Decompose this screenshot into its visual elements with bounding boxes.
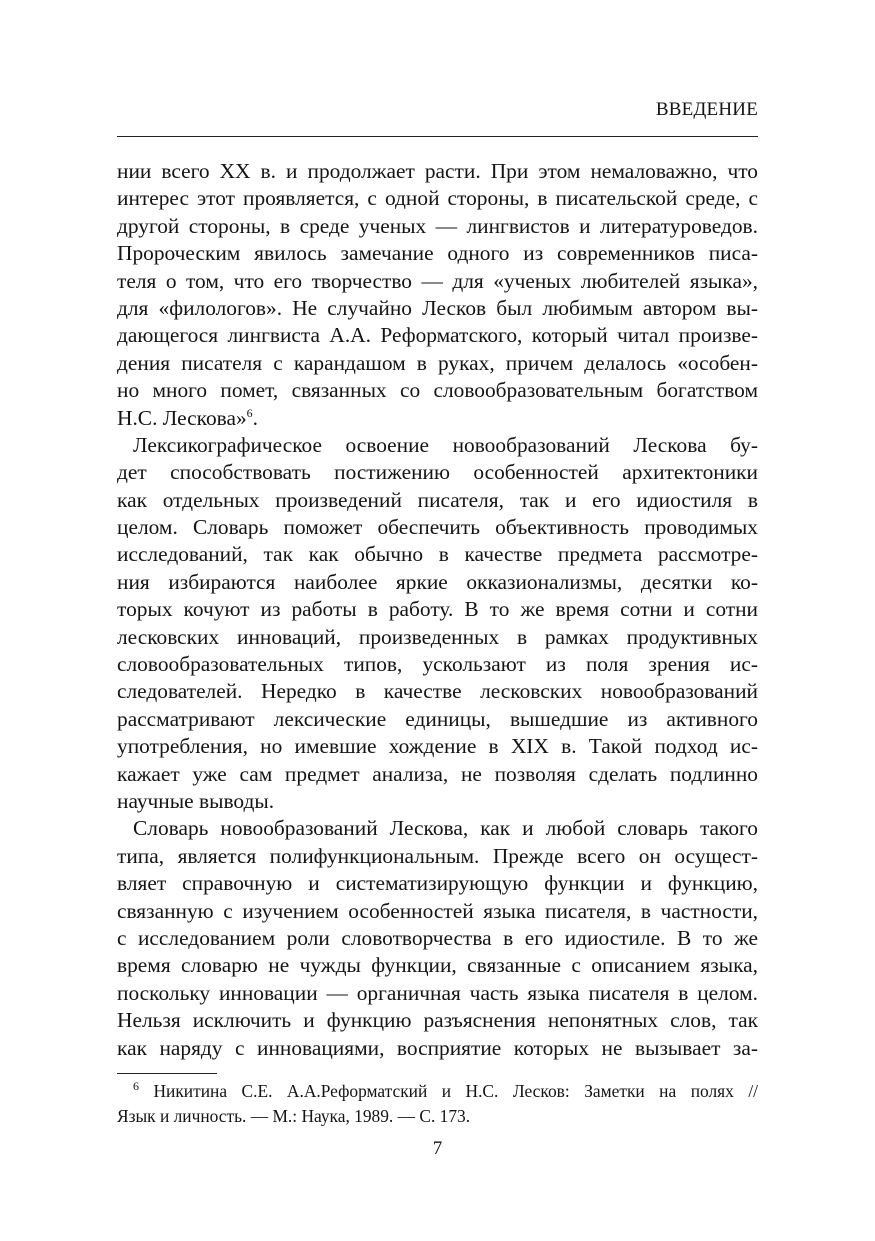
text-line: торых кочуют из работы в работу. В то же время сотни и сотни — [117, 597, 758, 622]
sentence-period: . — [252, 405, 259, 430]
body-text — [117, 158, 758, 1062]
text-line: ния избираются наиболее яркие окказионализмы, десятки ко- — [117, 569, 758, 594]
text-line: типа, является полифункциональным. Прежде всего он осущест- — [117, 843, 758, 868]
footnote-number: 6 — [133, 1079, 139, 1094]
text-line: лесковских инноваций, произведенных в рамках продуктивных — [117, 624, 758, 649]
footnote — [117, 1079, 758, 1129]
footnote-reference: 6 — [246, 405, 253, 420]
text-line: как отдельных произведений писателя, так и его идиостиля в — [117, 487, 758, 512]
footnote-text: Никитина С.Е. А.А.Реформатский и Н.С. Лесков: Заметки на полях // — [153, 1081, 758, 1101]
footnote-line: Язык и личность. — М.: Наука, 1989. — С. 173. — [117, 1106, 471, 1126]
text-line: интерес этот проявляется, с одной стороны, в писательской среде, с — [117, 186, 758, 211]
text-line: употребления, но имевшие хождение в XIX в. Такой подход ис- — [117, 734, 758, 759]
text-line: кажает уже сам предмет анализа, не позволяя сделать подлинно — [117, 761, 758, 786]
paragraph-first-line: Словарь новообразований Лескова, как и любой словарь такого — [133, 816, 758, 841]
header-rule — [117, 136, 758, 137]
text-line: с исследованием роли словотворчества в его идиостиле. В то же — [117, 925, 758, 950]
text-line: вляет справочную и систематизирующую функции и функцию, — [117, 871, 758, 896]
text-line — [117, 405, 758, 432]
text-line: другой стороны, в среде ученых — лингвистов и литературоведов. — [117, 213, 758, 238]
text-line: следователей. Нередко в качестве лесковских новообразований — [117, 679, 758, 704]
text-line-segment: Н.С. Лескова» — [117, 405, 247, 430]
text-line: рассматривают лексические единицы, вышедшие из активного — [117, 706, 758, 731]
page-number: 7 — [432, 1138, 443, 1159]
paragraph-first-line: Лексикографическое освоение новообразований Лескова бу- — [133, 432, 758, 457]
text-line: Пророческим явилось замечание одного из современников писа- — [117, 241, 758, 266]
text-line: время словарю не чужды функции, связанные с описанием языка, — [117, 953, 758, 978]
text-line: словообразовательных типов, ускользают из поля зрения ис- — [117, 652, 758, 677]
text-line: теля о том, что его творчество — для «ученых любителей языка», — [117, 268, 758, 293]
text-line: целом. Словарь поможет обеспечить объективность проводимых — [117, 515, 758, 540]
text-line: поскольку инновации — органичная часть языка писателя в целом. — [117, 980, 758, 1005]
running-title: ВВЕДЕНИЕ — [655, 99, 758, 120]
text-line: исследований, так как обычно в качестве предмета рассмотре- — [117, 542, 758, 567]
text-line: для «филологов». Не случайно Лесков был любимым автором вы- — [117, 295, 758, 320]
text-line: дет способствовать постижению особенностей архитектоники — [117, 460, 758, 485]
text-line: как наряду с инновациями, восприятие которых не вызывает за- — [117, 1035, 758, 1060]
text-line: но много помет, связанных со словообразовательным богатством — [117, 378, 758, 403]
text-line: научные выводы. — [117, 788, 275, 813]
footnote-line — [117, 1079, 758, 1104]
text-line: нии всего XX в. и продолжает расти. При этом немаловажно, что — [117, 159, 758, 183]
footnote-separator — [117, 1073, 217, 1074]
text-line: дения писателя с карандашом в руках, причем делалось «особен- — [117, 350, 758, 375]
text-line: связанную с изучением особенностей языка писателя, в частности, — [117, 898, 758, 923]
text-line: Нельзя исключить и функцию разъяснения непонятных слов, так — [117, 1008, 758, 1033]
text-line: дающегося лингвиста А.А. Реформатского, который читал произве- — [117, 323, 758, 348]
